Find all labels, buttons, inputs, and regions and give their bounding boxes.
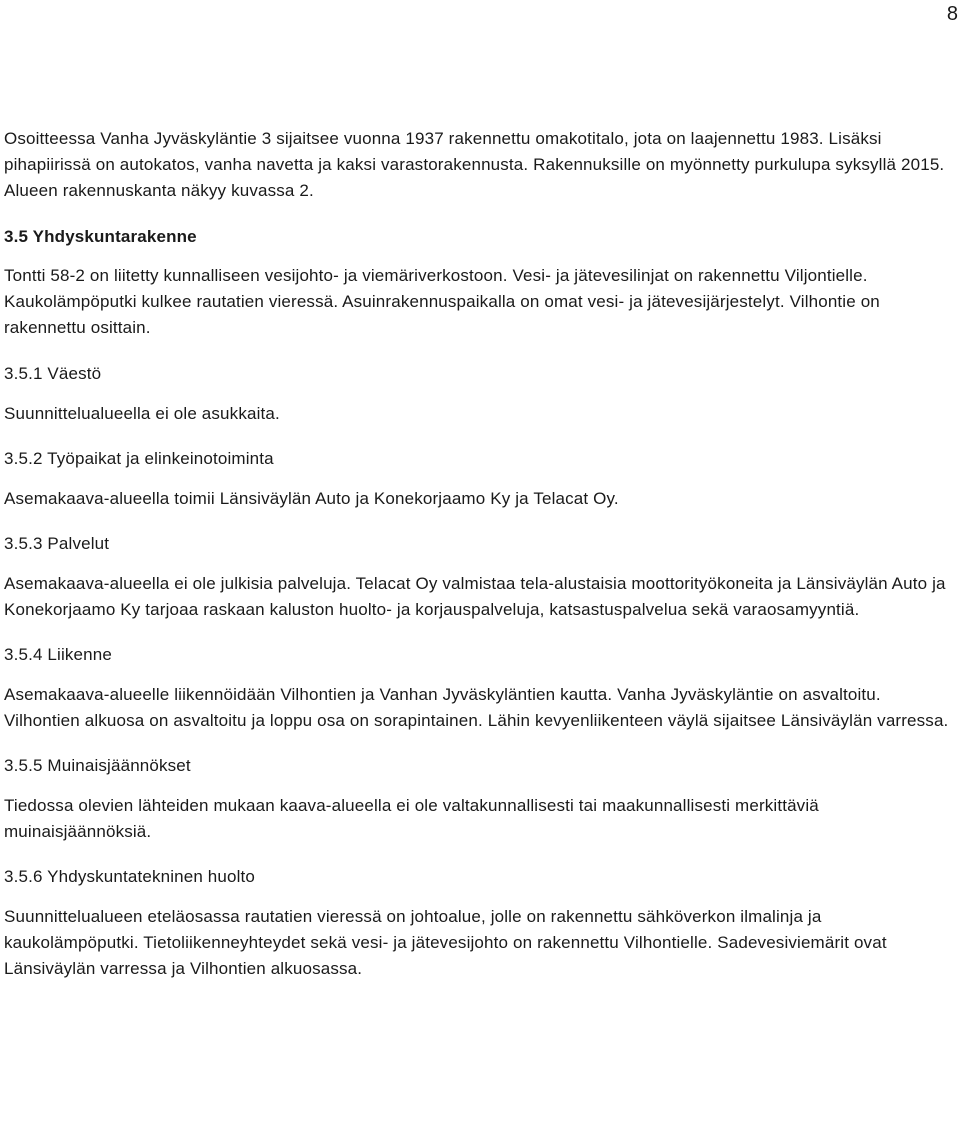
section-text-3-5-3: Asemakaava-alueella ei ole julkisia palveluja. Telacat Oy valmistaa tela-alustaisia moottorityökoneita ja Länsiväylän Auto ja Konekorjaamo Ky tarjoaa raskaan kaluston huolto- ja korjauspalveluja, katsastuspalvelua sekä varaosamyyntiä. bbox=[4, 574, 946, 619]
section-text-3-5-2: Asemakaava-alueella toimii Länsiväylän Auto ja Konekorjaamo Ky ja Telacat Oy. bbox=[4, 489, 619, 508]
section-heading-3-5-3: 3.5.3 Palvelut bbox=[4, 534, 110, 553]
intro-paragraph: Osoitteessa Vanha Jyväskyläntie 3 sijaitsee vuonna 1937 rakennettu omakotitalo, jota on laajennettu 1983. Lisäksi pihapiirissä on autokatos, vanha navetta ja kaksi varastorakennusta. Rakennuksille on myönnetty purkulupa syksyllä 2015. Alueen rakennuskanta näkyy kuvassa 2. bbox=[4, 129, 945, 200]
section-heading-3-5-4: 3.5.4 Liikenne bbox=[4, 645, 112, 664]
section-text-3-5-1: Suunnittelualueella ei ole asukkaita. bbox=[4, 404, 280, 423]
section-heading-3-5-6: 3.5.6 Yhdyskuntatekninen huolto bbox=[4, 867, 256, 886]
section-text-3-5-5: Tiedossa olevien lähteiden mukaan kaava-alueella ei ole valtakunnallisesti tai maakunnallisesti merkittäviä muinaisjäännöksiä. bbox=[4, 796, 819, 841]
section-heading-3-5: 3.5 Yhdyskuntarakenne bbox=[4, 227, 197, 246]
section-text-3-5-6: Suunnittelualueen eteläosassa rautatien vieressä on johtoalue, jolle on rakennettu sähköverkon ilmalinja ja kaukolämpöputki. Tietoliikenneyhteydet sekä vesi- ja jätevesijohto on rakennettu Vilhontielle. Sadevesiviemärit ovat Länsiväylän varressa ja Vilhontien alkuosassa. bbox=[4, 907, 887, 978]
section-text-3-5: Tontti 58-2 on liitetty kunnalliseen vesijohto- ja viemäriverkostoon. Vesi- ja jätevesilinjat on rakennettu Viljontielle. Kaukolämpöputki kulkee rautatien vieressä. Asuinrakennuspaikalla on omat vesi- ja jätevesijärjestelyt. Vilhontie on rakennettu osittain. bbox=[4, 266, 880, 337]
section-heading-3-5-2: 3.5.2 Työpaikat ja elinkeinotoiminta bbox=[4, 449, 274, 468]
section-heading-3-5-5: 3.5.5 Muinaisjäännökset bbox=[4, 756, 191, 775]
page-number: 8 bbox=[946, 3, 958, 25]
document-body bbox=[4, 126, 954, 1001]
section-heading-3-5-1: 3.5.1 Väestö bbox=[4, 364, 102, 383]
section-text-3-5-4: Asemakaava-alueelle liikennöidään Vilhontien ja Vanhan Jyväskyläntien kautta. Vanha Jyväskyläntie on asvaltoitu. Vilhontien alkuosa on asvaltoitu ja loppu osa on sorapintainen. Lähin kevyenliikenteen väylä sijaitsee Länsiväylän varressa. bbox=[4, 685, 949, 730]
